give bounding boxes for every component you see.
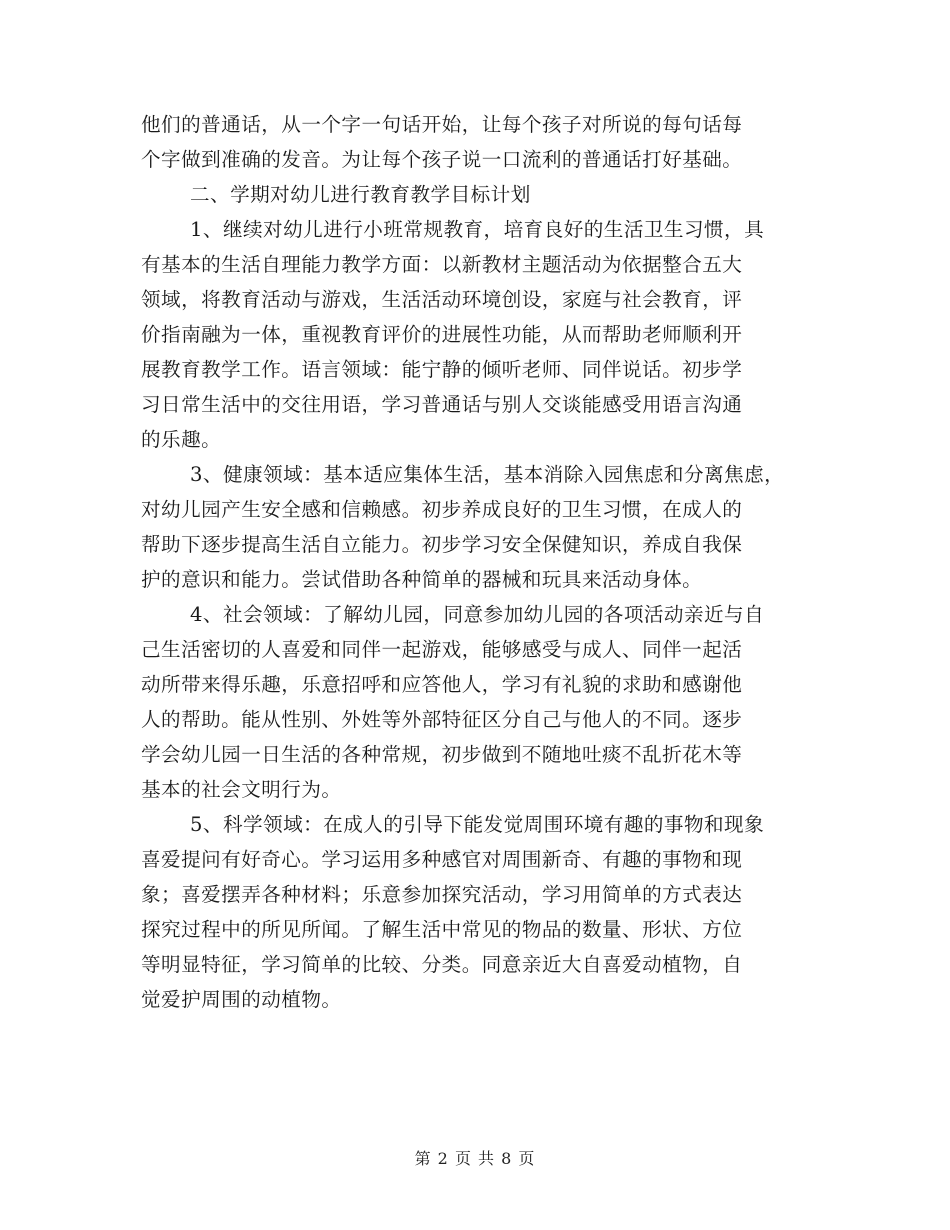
text-line: 有基本的生活自理能力教学方面：以新教材主题活动为依据整合五大 (141, 253, 743, 276)
text-line: 帮助下逐步提高生活自立能力。初步学习安全保健知识，养成自我保 (141, 533, 743, 556)
text-line: 领域，将教育活动与游戏，生活活动环境创设，家庭与社会教育，评 (141, 288, 743, 311)
page-number-footer: 第 2 页 共 8 页 (414, 1149, 536, 1168)
text-line: 学会幼儿园一日生活的各种常规，初步做到不随地吐痰不乱折花木等 (141, 743, 743, 766)
text-line: 习日常生活中的交往用语，学习普通话与别人交谈能感受用语言沟通 (141, 393, 743, 416)
paragraph-item-3 (141, 457, 821, 597)
text-line: 价指南融为一体，重视教育评价的进展性功能，从而帮助老师顺利开 (141, 323, 743, 346)
text-line: 展教育教学工作。语言领域：能宁静的倾听老师、同伴说话。初步学 (141, 358, 743, 381)
text-line: 象；喜爱摆弄各种材料；乐意参加探究活动，学习用简单的方式表达 (141, 883, 743, 906)
paragraph-item-1 (141, 212, 821, 457)
document-body (141, 107, 821, 1017)
text-line: 3、健康领域：基本适应集体生活，基本消除入园焦虑和分离焦虑， (190, 463, 785, 486)
text-line: 基本的社会文明行为。 (141, 778, 342, 801)
text-line: 喜爱提问有好奇心。学习运用多种感官对周围新奇、有趣的事物和现 (141, 848, 743, 871)
text-line: 他们的普通话，从一个字一句话开始，让每个孩子对所说的每句话每 (141, 113, 743, 136)
paragraph-continuation (141, 107, 821, 177)
text-line: 己生活密切的人喜爱和同伴一起游戏，能够感受与成人、同伴一起活 (141, 638, 743, 661)
text-line: 对幼儿园产生安全感和信赖感。初步养成良好的卫生习惯，在成人的 (141, 498, 743, 521)
text-line: 4、社会领域：了解幼儿园，同意参加幼儿园的各项活动亲近与自 (190, 603, 765, 626)
text-line: 等明显特征，学习简单的比较、分类。同意亲近大自喜爱动植物，自 (141, 953, 743, 976)
text-line: 护的意识和能力。尝试借助各种简单的器械和玩具来活动身体。 (141, 568, 703, 591)
section-heading-text: 二、学期对幼儿进行教育教学目标计划 (190, 183, 531, 206)
text-line: 探究过程中的所见所闻。了解生活中常见的物品的数量、形状、方位 (141, 918, 743, 941)
section-heading (141, 177, 821, 212)
text-line: 1、继续对幼儿进行小班常规教育，培育良好的生活卫生习惯，具 (190, 218, 765, 241)
text-line: 觉爱护周围的动植物。 (141, 988, 342, 1011)
text-line: 的乐趣。 (141, 428, 222, 451)
text-line: 个字做到准确的发音。为让每个孩子说一口流利的普通话打好基础。 (141, 148, 743, 171)
text-line: 5、科学领域：在成人的引导下能发觉周围环境有趣的事物和现象 (190, 813, 765, 836)
text-line: 动所带来得乐趣，乐意招呼和应答他人，学习有礼貌的求助和感谢他 (141, 673, 743, 696)
paragraph-item-5 (141, 807, 821, 1017)
paragraph-item-4 (141, 597, 821, 807)
text-line: 人的帮助。能从性别、外姓等外部特征区分自己与他人的不同。逐步 (141, 708, 743, 731)
